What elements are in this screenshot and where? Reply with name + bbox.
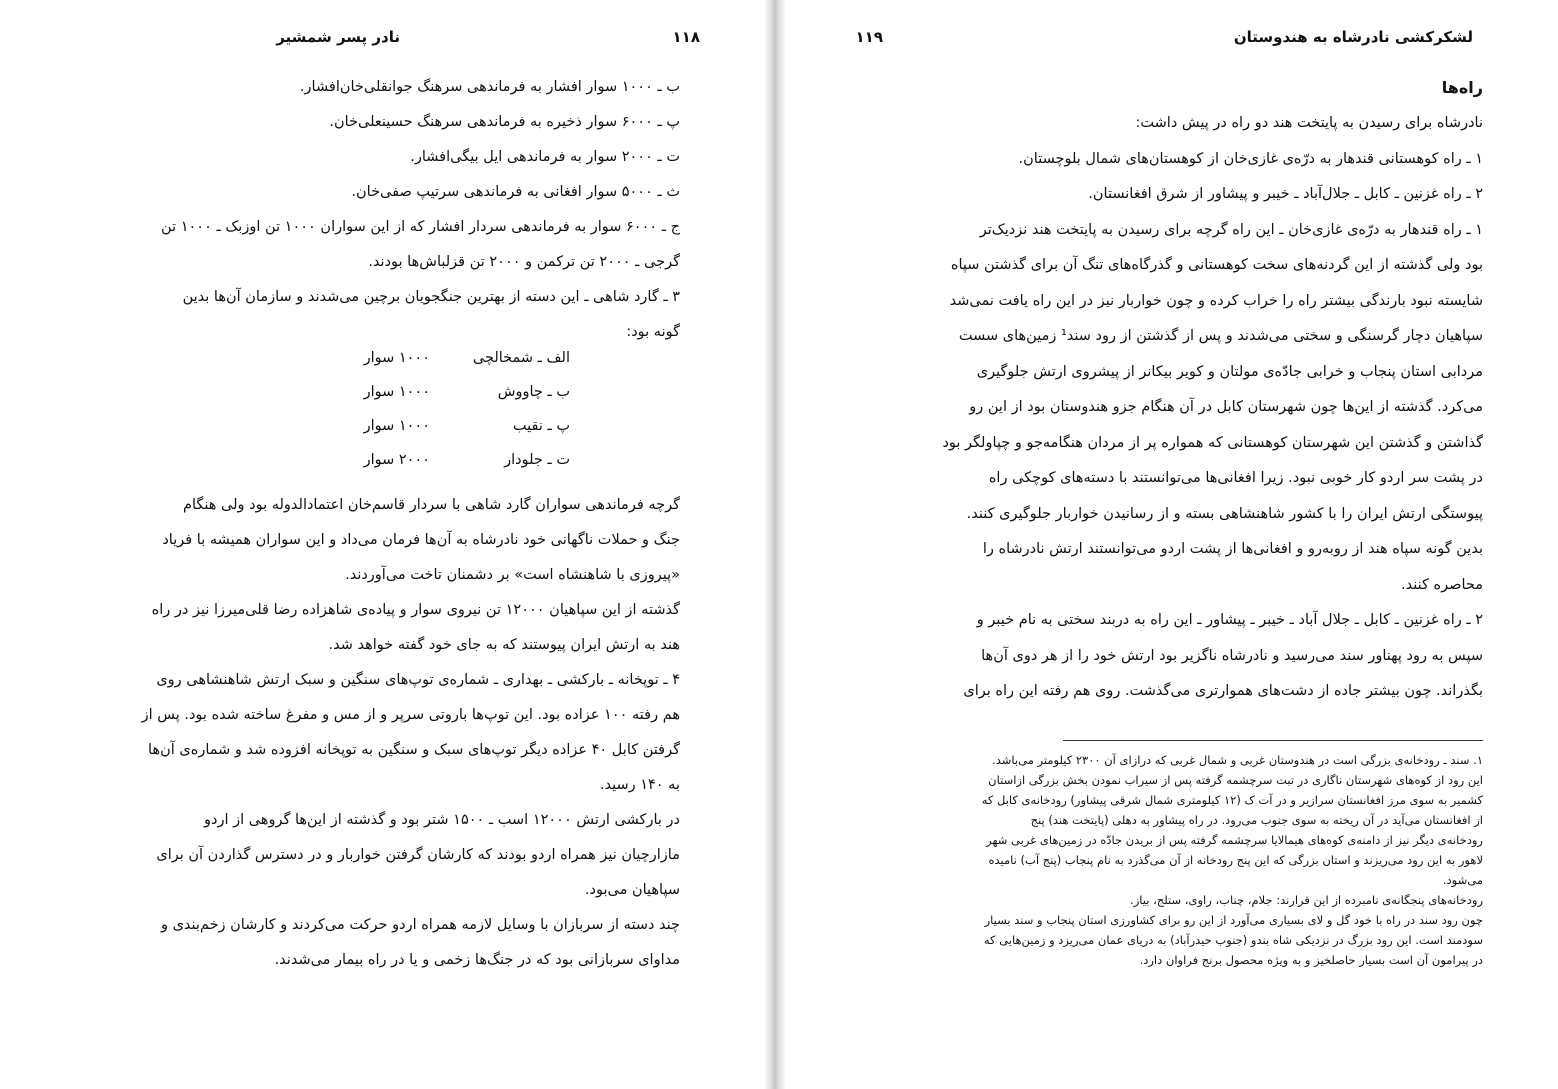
text-line: در بارکشی ارتش ۱۲۰۰۰ اسب ـ ۱۵۰۰ شتر بود و گذشته از این‌ها گروهی از اردو [203,812,680,828]
left-lines [55,70,680,350]
footnote-line: سودمند است. این رود بزرگ در نزدیکی شاه بندو (جنوب حیدرآباد) به دریای عمان می‌ریزد و زمین‌هایی که [983,933,1483,947]
left-page [0,0,765,1089]
text-line: بدین گونه سپاه هند از روبه‌رو و افغانی‌ها از پشت اردو می‌توانستند ارتش نادرشاه را [982,541,1483,557]
guard-unit-count: ۱۰۰۰ سوار [363,418,430,434]
footnote-line: چون رود سند در راه با خود گل و لای بسیاری می‌آورد از این رو برای کشاورزی استان پنجاب و سند بسیار [984,913,1483,927]
text-line: بگذراند. چون بیشتر جاده از دشت‌های هموارتری می‌گذشت. روی هم رفته این راه برای [963,683,1483,699]
text-line: چند دسته از سربازان با وسایل لازمه همراه اردو حرکت می‌کردند و کارشان زخم‌بندی و [160,917,680,933]
footnote-line: لاهور به این رود می‌ریزند و استان بزرگی که این پنج رودخانه از آن می‌گذرد به نام پنجاب (پنج آب) نامیده [988,853,1483,867]
guard-unit-name: ت ـ جلودار [504,452,570,468]
footnote-rule [1063,740,1483,741]
text-line: «پیروزی با شاهنشاه است» بر دشمنان تاخت می‌آوردند. [345,567,680,583]
guard-table [55,350,680,488]
text-line: ۱ ـ راه قندهار به درّه‌ی غازی‌خان ـ این راه گرچه برای رسیدن به پایتخت هند نزدیک‌تر [979,221,1483,238]
text-line: محاصره کنند. [1401,576,1483,593]
left-lines-after [55,488,680,978]
footnote-line: ۱. سند ـ رودخانه‌ی بزرگی است در هندوستان غربی و شمال غربی که درازای آن ۲۳۰۰ کیلومتر می‌باشد. [992,753,1483,767]
left-page-number: ۱۱۸ [672,28,700,46]
text-line: مردابی استان پنجاب و خرابی جادّه‌ی مولتان و کویر بیکانر از پیشروی ارتش جلوگیری [976,363,1483,380]
footnote-line: کشمیر به سوی مرز افغانستان سرازیر و در آت ک (۱۲ کیلومتری شمال شرقی پیشاور) رودخانه‌ی کابل که [981,793,1483,807]
text-line: سپاهیان می‌بود. [584,882,680,898]
text-line: بود ولی گذشته از این گردنه‌های سخت کوهستانی و گذرگاه‌های تنگ آن برای گذشتن سپاه [950,257,1483,273]
text-line: ۴ ـ توپخانه ـ بارکشی ـ بهداری ـ شماره‌ی توپ‌های سنگین و سبک ارتش شاهنشاهی روی [156,672,680,688]
right-page-header [853,22,1473,48]
text-line: گرچه فرماندهی سواران گارد شاهی با سردار قاسم‌خان اعتمادالدوله بود ولی هنگام [182,497,680,513]
guard-table-row [55,384,680,418]
text-line: شایسته نبود بارندگی بیشتر راه را خراب کرده و چون خواربار نیز در این راه یافت نمی‌شد [949,292,1483,309]
footnote-line: رودخانه‌های پنجگانه‌ی نامبرده از این قرارند: جلام، چناب، راوی، ستلج، بیاز. [1130,893,1483,907]
text-line: ث ـ ۵۰۰۰ سوار افغانی به فرماندهی سرتیپ صفی‌خان. [351,184,680,200]
footnote-line: از افغانستان می‌آید در آن ریخته به سوی جنوب می‌رود. در راه پیشاور به دهلی (پایتخت هند) پنج [1030,813,1483,827]
guard-unit-count: ۲۰۰۰ سوار [363,452,430,468]
text-line: جنگ و حملات ناگهانی خود نادرشاه به آن‌ها فرمان می‌داد و این سواران همیشه با فریاد [162,532,680,548]
footnotes [858,750,1483,970]
text-line: به ۱۴۰ رسید. [599,777,680,793]
guard-unit-name: الف ـ شمخالچی [472,350,570,366]
footnote-line: این رود از کوه‌های شهرستان ناگاری در تبت سرچشمه گرفته پس از سیراب نمودن بخش بزرگی ازاستان [988,773,1483,787]
right-page-body [858,70,1483,710]
text-line: پ ـ ۶۰۰۰ سوار ذخیره به فرماندهی سرهنگ حسینعلی‌خان. [329,114,680,130]
guard-unit-count: ۱۰۰۰ سوار [363,350,430,366]
right-lines [858,106,1483,710]
text-line: گرفتن کابل ۴۰ عزاده دیگر توپ‌های سبک و سنگین به توپخانه افزوده شد و شماره‌ی آن‌ها [148,742,680,758]
guard-unit-count: ۱۰۰۰ سوار [363,384,430,400]
book-gutter [765,0,785,1089]
footnote-line: می‌شود. [1442,873,1483,887]
text-line: گذاشتن و گذشتن این شهرستان کوهستانی که همواره پر از مردان هنگامه‌جو و چپاولگر بود [942,434,1483,451]
text-line: سپس به رود پهناور سند می‌رسید و نادرشاه ناگزیر بود ارتش خود را از هر دوی آن‌ها [981,647,1483,664]
left-page-body [55,70,680,978]
section-heading: راه‌ها [1441,78,1483,97]
text-line: ت ـ ۲۰۰۰ سوار به فرماندهی ایل بیگی‌افشار. [410,149,680,165]
text-line: هم رفته ۱۰۰ عزاده بود. این توپ‌ها باروتی سرپر و از مس و مفرغ ساخته شده بود. پس از [141,707,680,723]
guard-unit-name: پ ـ نقیب [512,418,570,434]
text-line: هند به ارتش ایران پیوستند که به جای خود گفته خواهد شد. [328,637,680,653]
text-line: ۲ ـ راه غزنین ـ کابل ـ جلال‌آباد ـ خیبر و پیشاور از شرق افغانستان. [1088,186,1483,202]
right-header-title: لشکرکشی نادرشاه به هندوستان [1233,28,1473,46]
footnote-line: در پیرامون آن است بسیار حاصلخیز و به ویژه محصول برنج فراوان دارد. [1139,953,1483,967]
text-line: ۲ ـ راه غزنین ـ کابل ـ جلال آباد ـ خیبر ـ پیشاور ـ این راه به دربند سختی به نام خیبر و [976,612,1483,628]
left-page-header [60,22,700,48]
text-line: گرجی ـ ۲۰۰۰ تن ترکمن و ۲۰۰۰ تن قزلباش‌ها بودند. [368,254,680,270]
guard-table-row [55,452,680,486]
text-line: گونه بود: [626,324,680,340]
text-line: در پشت سر اردو کار خوبی نبود. زیرا افغانی‌ها می‌توانستند با دسته‌های کوچکی راه [988,470,1483,486]
right-page [785,0,1558,1089]
text-line: مداوای سربازانی بود که در جنگ‌ها زخمی و یا در راه بیمار می‌شدند. [274,952,680,968]
guard-table-row [55,350,680,384]
left-header-title: نادر پسر شمشیر [276,28,400,46]
footnote-line: رودخانه‌ی دیگر نیز از دامنه‌ی کوه‌های هیمالایا سرچشمه گرفته پس از بریدن جادّه در زمین‌های غربی شهر [986,833,1483,847]
text-line: ۱ ـ راه کوهستانی قندهار به درّه‌ی غازی‌خان از کوهستان‌های شمال بلوچستان. [1018,150,1483,167]
text-line: نادرشاه برای رسیدن به پایتخت هند دو راه در پیش داشت: [1135,115,1483,131]
right-page-number: ۱۱۹ [855,28,883,46]
text-line: گذشته از این سپاهیان ۱۲۰۰۰ تن نیروی سوار و پیاده‌ی شاهزاده رضا قلی‌میرزا نیز در راه [151,602,680,618]
text-line: ب ـ ۱۰۰۰ سوار افشار به فرماندهی سرهنگ جوانقلی‌خان‌افشار. [299,79,680,95]
text-line: ج ـ ۶۰۰۰ سوار به فرماندهی سردار افشار که از این سواران ۱۰۰۰ تن اوزبک ـ ۱۰۰۰ تن [161,219,680,235]
text-line: سپاهیان دچار گرسنگی و سختی می‌شدند و پس از گذشتن از رود سند¹ زمین‌های سست [958,328,1483,344]
text-line: ۳ ـ گارد شاهی ـ این دسته از بهترین جنگجویان برچین می‌شدند و سازمان آن‌ها بدین [182,289,680,305]
guard-table-row [55,418,680,452]
guard-unit-name: ب ـ چاووش [497,384,570,400]
text-line: پیوستگی ارتش ایران را با کشور شاهنشاهی بسته و از رسانیدن خواربار جلوگیری کنند. [966,505,1483,522]
text-line: مازارچیان نیز همراه اردو بودند که کارشان گرفتن خواربار و در دسترس گذاردن آن برای [156,847,680,863]
text-line: می‌کرد. گذشته از این‌ها چون شهرستان کابل در آن هنگام جزو هندوستان بود از این رو [969,399,1483,415]
